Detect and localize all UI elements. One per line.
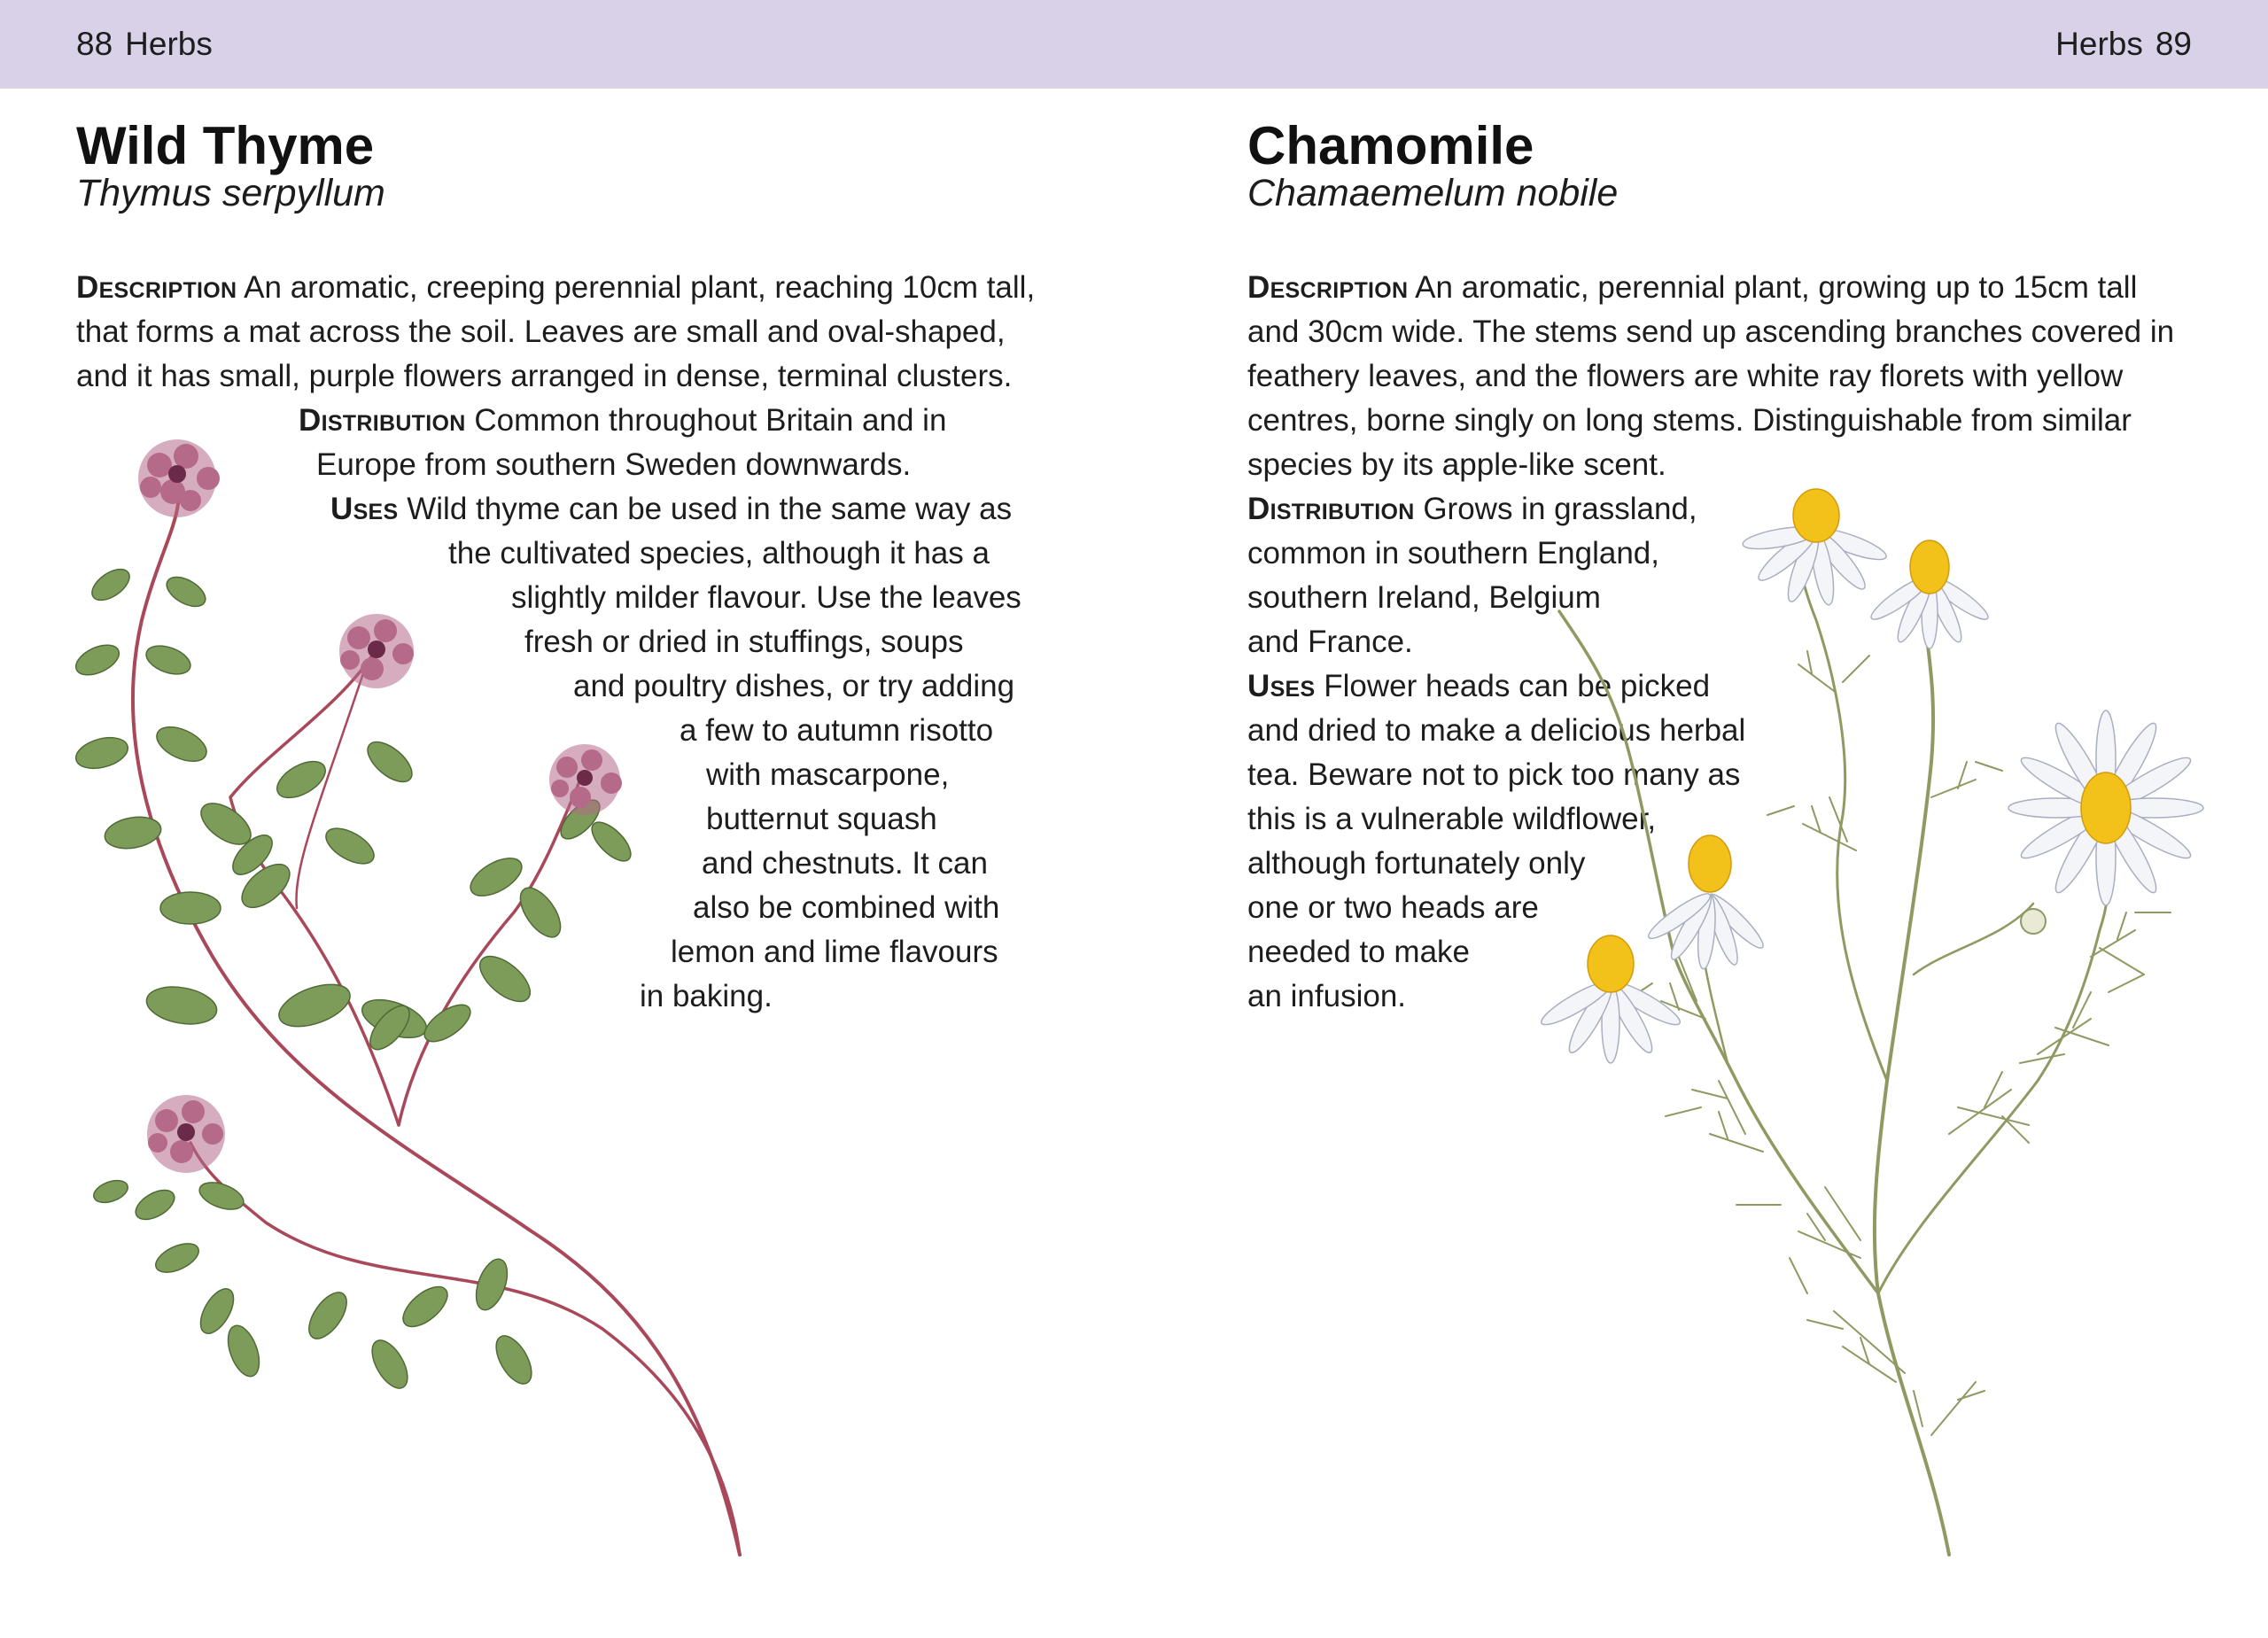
wild-thyme-uses-line: the cultivated species, although it has a [448,536,990,571]
left-page-header [76,27,213,62]
right-page-number: 89 [2155,26,2192,62]
chamomile-description-line: feathery leaves, and the flowers are white ray florets with yellow [1247,359,2124,393]
chamomile-description-line: species by its apple-like scent. [1247,447,1666,482]
chamomile-uses-line: tea. Beware not to pick too many as [1247,757,1741,792]
chamomile-uses-line: and dried to make a delicious herbal [1247,713,1746,748]
wild-thyme-uses-line: also be combined with [693,890,1000,925]
wild-thyme-uses-line: a few to autumn risotto [680,713,994,748]
chamomile-description-line: and 30cm wide. The stems send up ascending branches covered in [1247,314,2175,349]
thyme-flower-cluster [339,614,414,688]
wild-thyme-uses-line: Uses Wild thyme can be used in the same way as [330,492,1013,526]
wild-thyme-uses-line: with mascarpone, [706,757,950,792]
chamomile-title: Chamomile [1247,116,1534,175]
chamomile-description-line: centres, borne singly on long stems. Distinguishable from similar [1247,403,2132,438]
wild-thyme-illustration [53,425,780,1568]
chamomile-flower-head [1742,489,1890,606]
chamomile-uses-line: Uses Flower heads can be picked [1247,669,1711,703]
wild-thyme-uses-line: fresh or dried in stuffings, soups [524,625,964,659]
left-page-number: 88 [76,26,113,62]
thyme-flower-cluster [549,744,622,815]
chamomile-uses-line: although fortunately only [1247,846,1586,881]
chamomile-flower-head [2008,710,2203,905]
chamomile-flower-bud [2021,909,2046,934]
chamomile-illustration [1542,461,2215,1568]
wild-thyme-uses-line: and poultry dishes, or try adding [573,669,1015,703]
chamomile-distribution-line: Distribution Grows in grassland, [1247,492,1697,526]
uses-label: Uses [330,492,399,526]
chamomile-flower-head [1537,935,1684,1063]
chamomile-distribution-line: common in southern England, [1247,536,1659,571]
chamomile-uses-line: an infusion. [1247,979,1407,1013]
left-section-name: Herbs [125,26,213,62]
wild-thyme-title: Wild Thyme [76,116,375,175]
wild-thyme-distribution-line: Europe from southern Sweden downwards. [316,447,912,482]
right-section-name: Herbs [2055,26,2143,62]
wild-thyme-latin-name: Thymus serpyllum [76,172,385,214]
chamomile-latin-name: Chamaemelum nobile [1247,172,1619,214]
wild-thyme-uses-line: butternut squash [706,802,937,836]
chamomile-flower-heads [1537,489,2203,1063]
wild-thyme-description-line: that forms a mat across the soil. Leaves are small and oval-shaped, [76,314,1006,349]
wild-thyme-uses-line: slightly milder flavour. Use the leaves [511,580,1021,615]
chamomile-distribution-line: and France. [1247,625,1413,659]
thyme-flower-cluster [147,1095,225,1173]
chamomile-uses-line: this is a vulnerable wildflower, [1247,802,1657,836]
chamomile-uses-line: needed to make [1247,935,1471,969]
right-page-header [2055,27,2192,62]
chamomile-description-line: Description An aromatic, perennial plant, growing up to 15cm tall [1247,270,2138,305]
wild-thyme-uses-line: in baking. [640,979,773,1013]
wild-thyme-distribution-line: Distribution Common throughout Britain and in [299,403,947,438]
wild-thyme-description-line: Description An aromatic, creeping perennial plant, reaching 10cm tall, [76,270,1036,305]
chamomile-distribution-line: southern Ireland, Belgium [1247,580,1601,615]
thyme-flower-cluster [138,439,220,517]
wild-thyme-leaves [72,563,637,1394]
running-header [0,0,2268,89]
wild-thyme-uses-line: lemon and lime flavours [671,935,998,969]
description-label: Description [1247,270,1409,305]
uses-label: Uses [1247,669,1316,703]
distribution-label: Distribution [1247,492,1415,526]
chamomile-uses-line: one or two heads are [1247,890,1539,925]
wild-thyme-uses-line: and chestnuts. It can [702,846,988,881]
wild-thyme-description-line: and it has small, purple flowers arranged in dense, terminal clusters. [76,359,1013,393]
description-label: Description [76,270,237,305]
distribution-label: Distribution [299,403,466,438]
